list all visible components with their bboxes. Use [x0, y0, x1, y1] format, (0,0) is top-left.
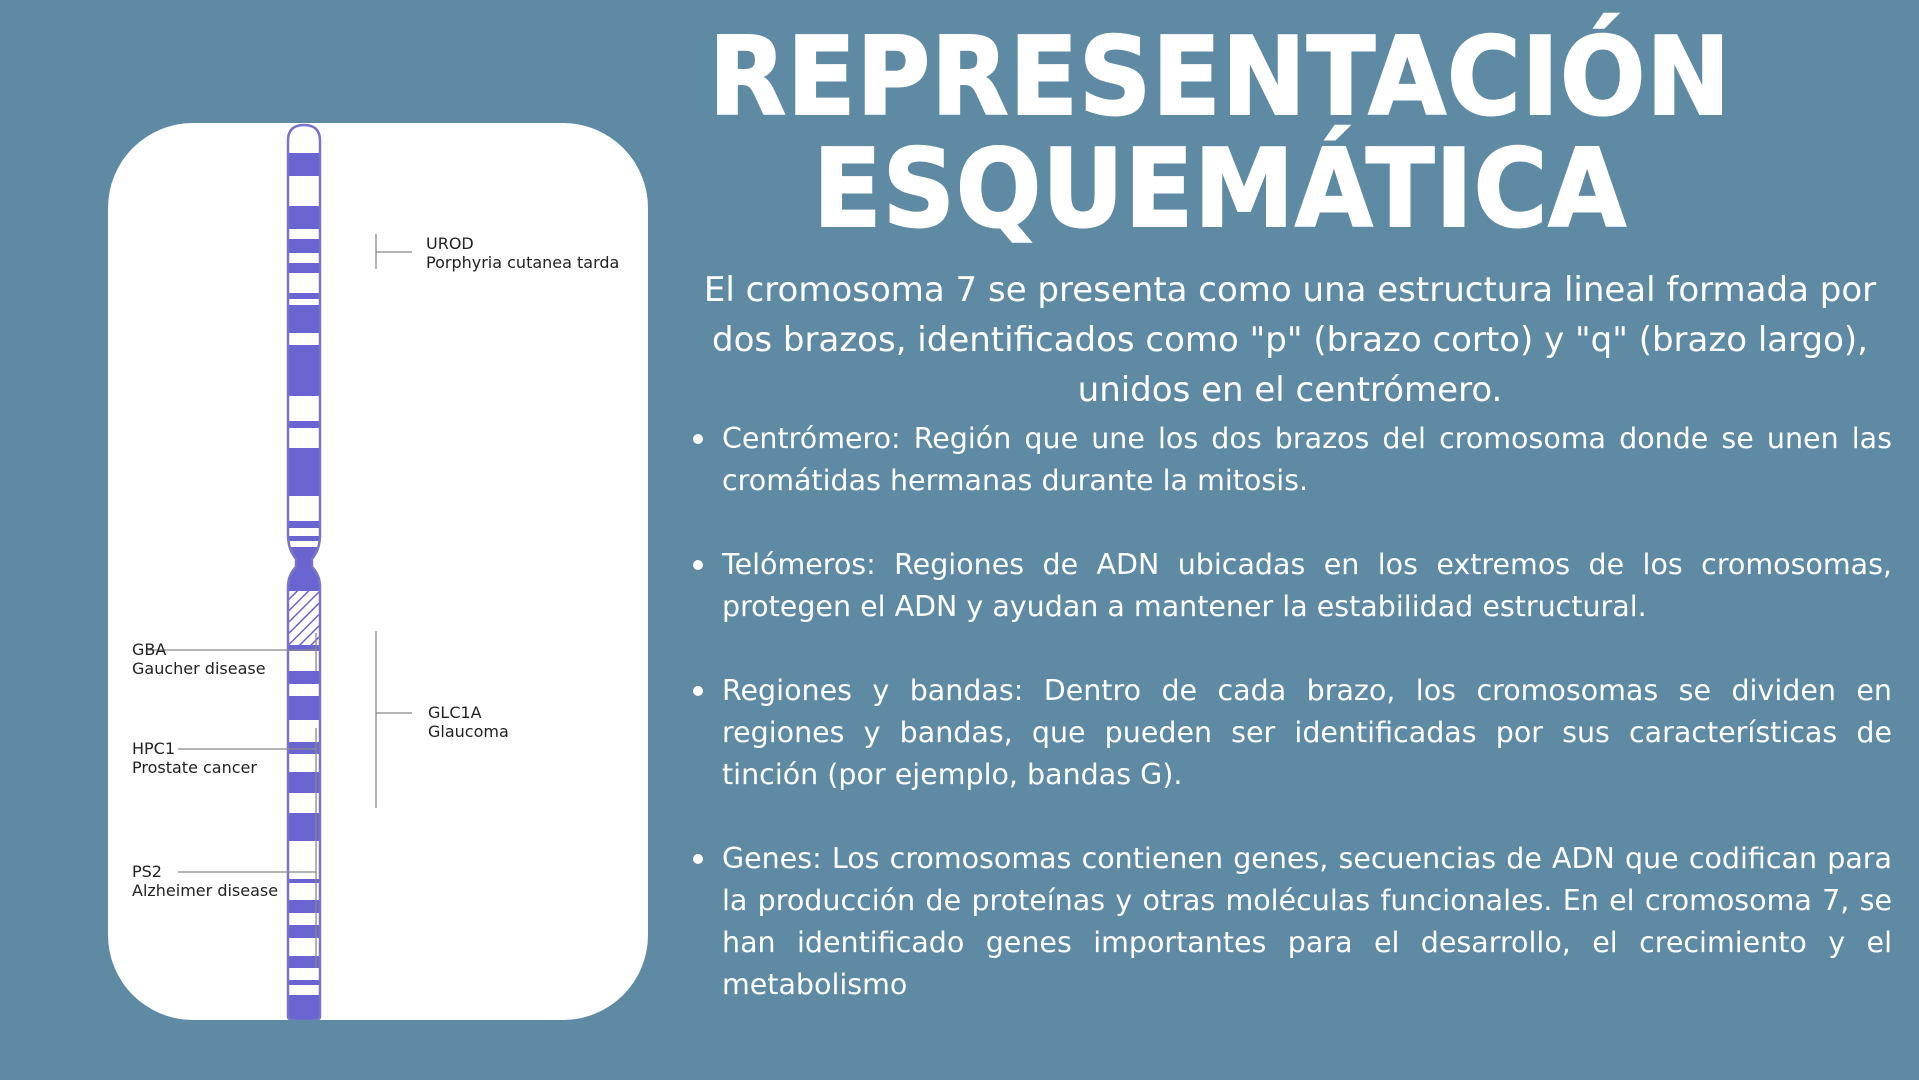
page-title [699, 15, 1741, 252]
bullet-text: Genes: Los cromosomas contienen genes, secuencias de ADN que codifican para la producción de proteínas y otras moléculas funcionales. En el cromosoma 7, se han identificado genes importantes para el desarrollo, el crecimiento y el metabolismo [722, 842, 1892, 1001]
gene-disease-glc1a: Glaucoma [428, 722, 509, 741]
gene-disease-hpc1: Prostate cancer [132, 758, 257, 777]
bullet-icon [693, 560, 703, 570]
bullet-icon [693, 854, 703, 864]
chromosome-diagram [108, 123, 648, 1020]
chromosome-7 [278, 123, 330, 1020]
chromosome-diagram-card [108, 123, 648, 1020]
gene-symbol-hpc1: HPC1 [132, 739, 176, 758]
gene-symbol-gba: GBA [132, 640, 167, 659]
bullet-genes [690, 838, 1892, 1006]
gene-symbol-ps2: PS2 [132, 862, 162, 881]
title-line-2: ESQUEMÁTICA [813, 127, 1627, 252]
bullet-icon [693, 434, 703, 444]
bullet-text: Centrómero: Región que une los dos brazos del cromosoma donde se unen las cromátidas hermanas durante la mitosis. [722, 422, 1892, 497]
gene-disease-gba: Gaucher disease [132, 659, 266, 678]
bullet-regiones-bandas [690, 670, 1892, 796]
bullet-telomeros [690, 544, 1892, 628]
bullet-list [690, 418, 1892, 1048]
bullet-icon [693, 686, 703, 696]
title-line-1: REPRESENTACIÓN [708, 15, 1732, 140]
gene-disease-ps2: Alzheimer disease [132, 881, 279, 900]
locus-lines [148, 234, 412, 968]
gene-disease-urod: Porphyria cutanea tarda [426, 253, 620, 272]
centromere-hatch [278, 591, 330, 645]
bullet-centromero [690, 418, 1892, 502]
intro-paragraph: El cromosoma 7 se presenta como una estructura lineal formada por dos brazos, identificados como "p" (brazo corto) y "q" (brazo largo), unidos en el centrómero. [703, 270, 1877, 410]
gene-symbol-glc1a: GLC1A [428, 703, 482, 722]
bullet-text: Regiones y bandas: Dentro de cada brazo, los cromosomas se dividen en regiones y bandas, que pueden ser identificadas por sus características de tinción (por ejemplo, bandas G). [722, 674, 1892, 791]
bullet-text: Telómeros: Regiones de ADN ubicadas en los extremos de los cromosomas, protegen el ADN y ayudan a mantener la estabilidad estructural. [722, 548, 1892, 623]
gene-symbol-urod: UROD [426, 234, 474, 253]
